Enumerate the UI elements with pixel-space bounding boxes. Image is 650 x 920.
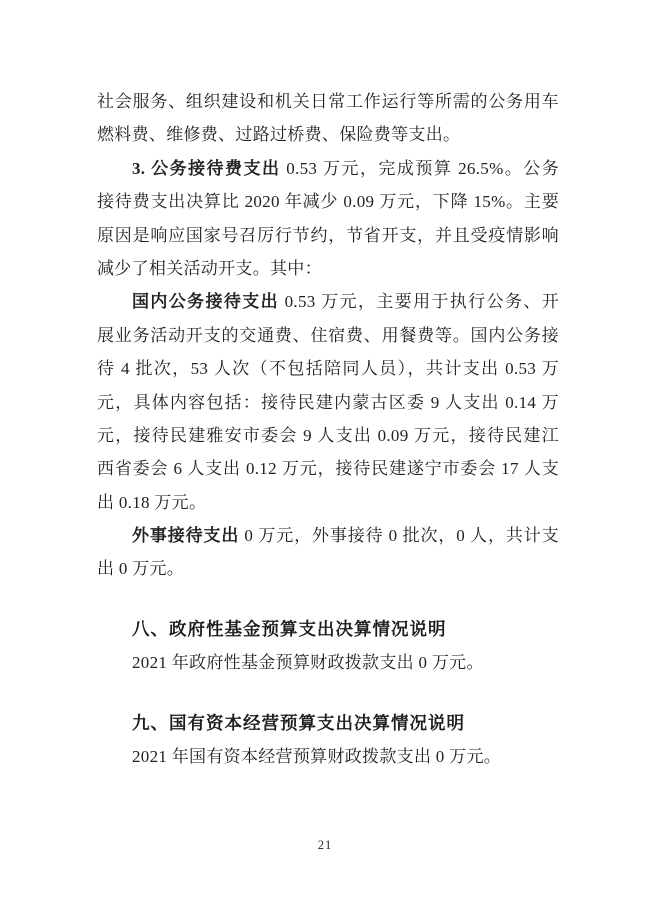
text-run: 待 4 批次，53 人次（不包括陪同人员），共计支出 0.53 万 [97, 359, 559, 379]
text-line [97, 319, 559, 352]
text-run: 2021 年国有资本经营预算财政拨款支出 0 万元。 [132, 747, 502, 767]
text-run: 出 0.18 万元。 [97, 492, 207, 512]
text-run: 0 万元，外事接待 0 批次，0 人，共计支 [239, 526, 559, 546]
bold-text-run: 3. 公务接待费支出 [132, 158, 281, 178]
document-body [97, 85, 559, 773]
bold-text-run: 外事接待支出 [132, 526, 240, 546]
text-line [97, 185, 559, 218]
text-run: 2021 年政府性基金预算财政拨款支出 0 万元。 [132, 653, 484, 673]
text-run: 展业务活动开支的交通费、住宿费、用餐费等。国内公务接 [97, 325, 559, 345]
text-run: 西省委会 6 人支出 0.12 万元，接待民建遂宁市委会 17 人支 [97, 459, 559, 479]
text-line [97, 152, 559, 185]
text-line [97, 85, 559, 118]
text-line [97, 219, 559, 252]
bold-text-run: 九、国有资本经营预算支出决算情况说明 [132, 712, 465, 733]
text-line [97, 452, 559, 485]
text-line [97, 285, 559, 318]
text-run: 出 0 万元。 [97, 559, 185, 579]
text-line [97, 419, 559, 452]
text-line [97, 552, 559, 585]
text-line [97, 352, 559, 385]
text-line [97, 646, 559, 679]
bold-text-run: 八、政府性基金预算支出决算情况说明 [132, 618, 447, 639]
section-heading [97, 707, 559, 740]
text-line [97, 740, 559, 773]
text-line [97, 486, 559, 519]
page-number: 21 [317, 838, 333, 852]
section-heading [97, 613, 559, 646]
text-line [97, 118, 559, 151]
text-run: 接待费支出决算比 2020 年减少 0.09 万元，下降 15%。主要 [97, 192, 559, 212]
bold-text-run: 国内公务接待支出 [132, 292, 279, 312]
text-run: 社会服务、组织建设和机关日常工作运行等所需的公务用车 [97, 92, 559, 111]
text-run: 减少了相关活动开支。其中： [97, 258, 322, 278]
text-run: 元，具体内容包括：接待民建内蒙古区委 9 人支出 0.14 万 [97, 392, 559, 412]
text-run: 0.53 万元，完成预算 26.5%。公务 [280, 158, 560, 178]
text-run: 元，接待民建雅安市委会 9 人支出 0.09 万元，接待民建江 [97, 425, 559, 445]
text-run: 原因是响应国家号召厉行节约，节省开支，并且受疫情影响 [97, 225, 559, 245]
text-line [97, 519, 559, 552]
text-run: 0.53 万元，主要用于执行公务、开 [279, 292, 559, 312]
text-line [97, 252, 559, 285]
text-line [97, 386, 559, 419]
text-run: 燃料费、维修费、过路过桥费、保险费等支出。 [97, 125, 461, 145]
